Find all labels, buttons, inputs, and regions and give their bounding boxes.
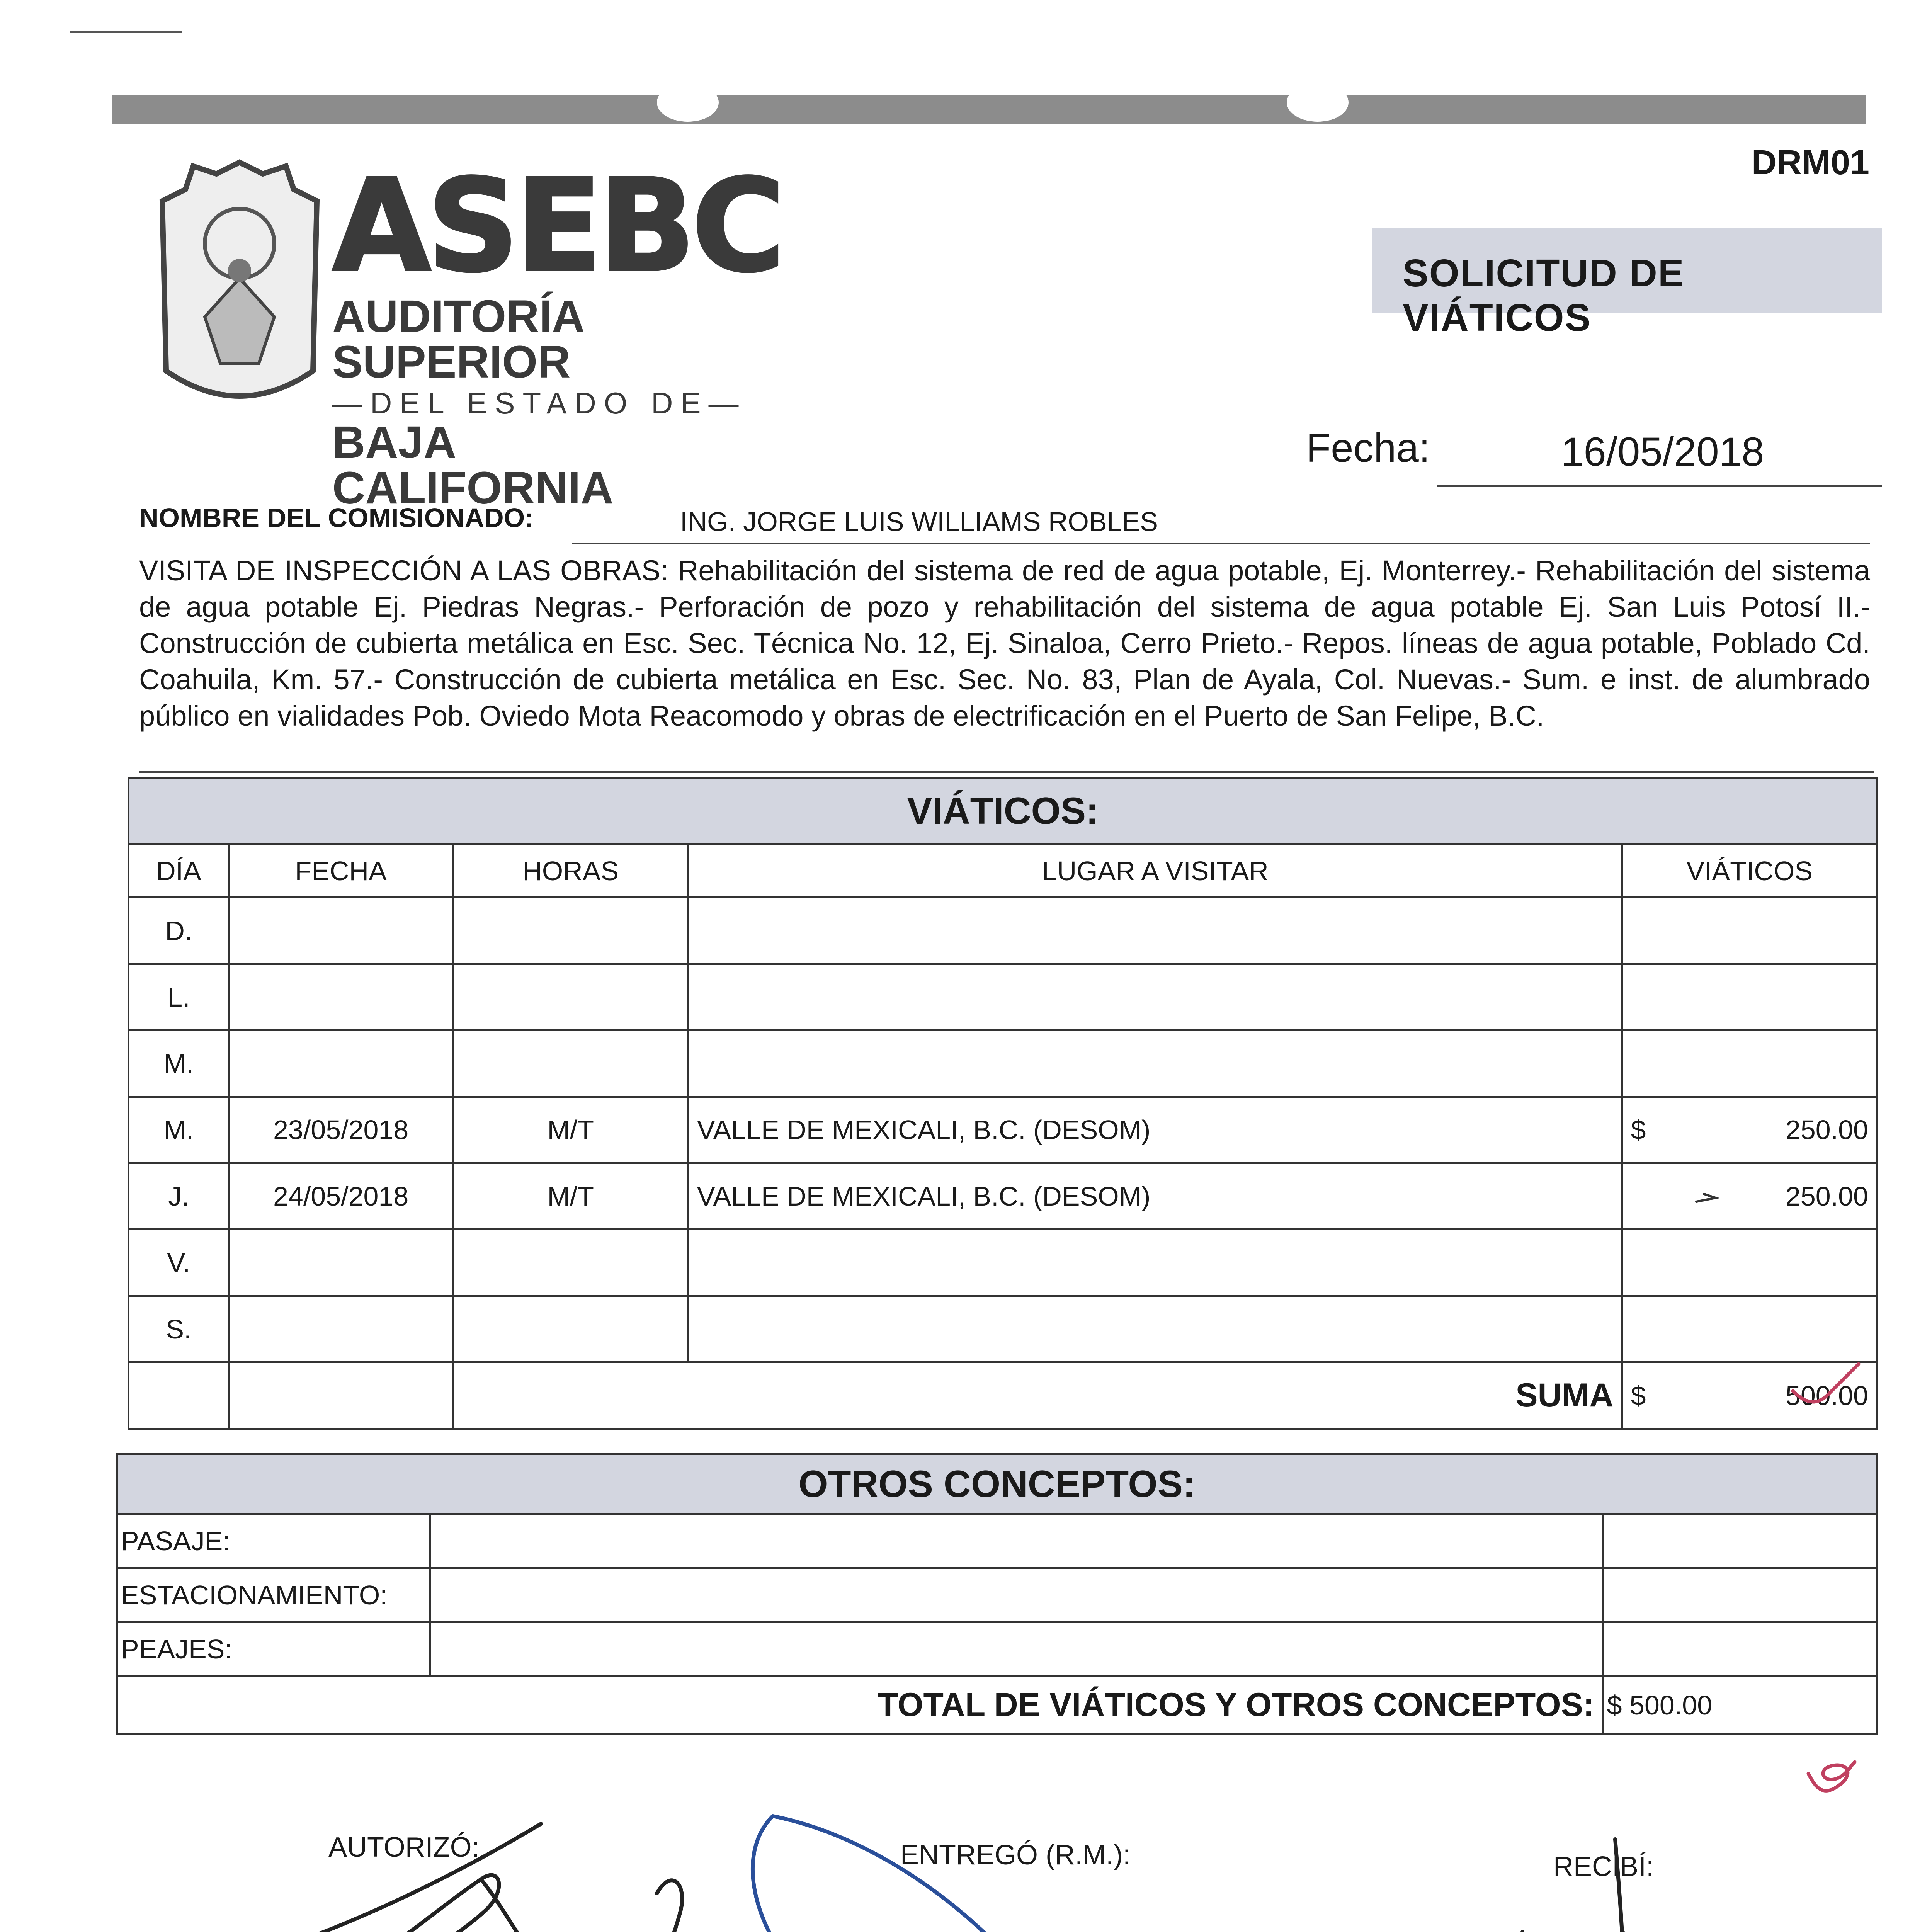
total-value: $ 500.00: [1603, 1676, 1877, 1734]
row-lugar: [688, 1296, 1622, 1362]
row-horas: [453, 1296, 688, 1362]
row-viaticos: [1622, 1230, 1877, 1296]
row-amount: 250.00: [1785, 1181, 1868, 1212]
row-lugar: [688, 1230, 1622, 1296]
punch-hole-right: [1287, 83, 1349, 122]
col-lugar: LUGAR A VISITAR: [688, 844, 1622, 898]
total-row: [117, 1676, 1877, 1734]
row-viaticos: [1622, 898, 1877, 964]
visita-underline: [139, 771, 1874, 773]
peajes-amount: [1603, 1622, 1877, 1676]
suma-currency: $: [1631, 1380, 1646, 1411]
row-currency: $: [1631, 1115, 1646, 1145]
viaticos-table: [128, 777, 1878, 1430]
row-lugar: [688, 1031, 1622, 1097]
row-dia: L.: [129, 964, 229, 1031]
fecha-label: Fecha:: [1306, 425, 1430, 471]
pasaje-field: [430, 1514, 1603, 1568]
fecha-value: 16/05/2018: [1561, 429, 1764, 474]
row-fecha: [229, 1230, 453, 1296]
table-row: [129, 1031, 1877, 1097]
row-dia: D.: [129, 898, 229, 964]
row-dia: M.: [129, 1097, 229, 1163]
form-code: DRM01: [1751, 143, 1869, 182]
row-viaticos: [1622, 964, 1877, 1031]
table-row: [117, 1568, 1877, 1622]
org-acronym: ASEBC: [332, 152, 782, 300]
col-fecha: FECHA: [229, 844, 453, 898]
org-line3: BAJA CALIFORNIA: [332, 417, 614, 514]
suma-value: 500.00: [1785, 1380, 1868, 1411]
col-horas: HORAS: [453, 844, 688, 898]
otros-conceptos-table: [116, 1453, 1878, 1735]
row-dia: M.: [129, 1031, 229, 1097]
row-lugar: VALLE DE MEXICALI, B.C. (DESOM): [688, 1097, 1622, 1163]
table-row: [129, 964, 1877, 1031]
comisionado-underline: [572, 543, 1870, 544]
otros-heading: OTROS CONCEPTOS:: [117, 1454, 1877, 1514]
row-fecha: [229, 1296, 453, 1362]
peajes-field: [430, 1622, 1603, 1676]
row-horas: M/T: [453, 1097, 688, 1163]
row-lugar: VALLE DE MEXICALI, B.C. (DESOM): [688, 1163, 1622, 1230]
org-line2: —DEL ESTADO DE—: [332, 386, 747, 420]
entrego-label: ENTREGÓ (R.M.):: [900, 1840, 1131, 1871]
entrego-signature: [753, 1816, 1229, 1932]
table-row: [129, 1163, 1877, 1230]
row-viaticos: [1622, 1296, 1877, 1362]
col-dia: DÍA: [129, 844, 229, 898]
row-fecha: [229, 1031, 453, 1097]
comisionado-value: ING. JORGE LUIS WILLIAMS ROBLES: [680, 507, 1158, 537]
scan-mark: [70, 31, 182, 33]
row-dia: V.: [129, 1230, 229, 1296]
total-label: TOTAL DE VIÁTICOS Y OTROS CONCEPTOS:: [117, 1676, 1603, 1734]
row-fecha: 23/05/2018: [229, 1097, 453, 1163]
table-row: [129, 1097, 1877, 1163]
peajes-label: PEAJES:: [117, 1622, 430, 1676]
row-lugar: [688, 898, 1622, 964]
table-row: [129, 1296, 1877, 1362]
recibi-label: RECIBÍ:: [1553, 1851, 1654, 1882]
table-row: [117, 1622, 1877, 1676]
form-title-box: [1372, 228, 1882, 339]
row-horas: [453, 964, 688, 1031]
row-amount: 250.00: [1785, 1115, 1868, 1145]
punch-hole-left: [657, 83, 719, 122]
row-dia: S.: [129, 1296, 229, 1362]
row-viaticos: [1622, 1163, 1877, 1230]
visita-description: VISITA DE INSPECCIÓN A LAS OBRAS: Rehabilitación del sistema de red de agua potable, Ej. Monterrey.- Rehabilitación del sistema de agua potable Ej. Piedras Negras.- Perforación de pozo y rehabilitación del sistema de agua potable Ej. San Luis Potosí II.- Construcción de cubierta metálica en Esc. Sec. Técnica No. 12, Ej. Sinaloa, Cerro Prieto.- Repos. líneas de agua potable, Poblado Cd. Coahuila, Km. 57.- Construcción de cubierta metálica en Esc. Sec. No. 83, Plan de Ayala, Col. Nuevas.- Sum. e inst. de alumbrado público en vialidades Pob. Oviedo Mota Reacomodo y obras de electrificación en el Puerto de San Felipe, B.C.: [139, 554, 1870, 732]
fecha-underline: [1437, 485, 1882, 487]
row-viaticos: [1622, 1031, 1877, 1097]
form-title: SOLICITUD DE VIÁTICOS: [1403, 252, 1685, 339]
suma-empty-fecha: [229, 1362, 453, 1429]
viaticos-column-headers: [129, 844, 1877, 898]
row-dia: J.: [129, 1163, 229, 1230]
estacionamiento-label: ESTACIONAMIENTO:: [117, 1568, 430, 1622]
pasaje-amount: [1603, 1514, 1877, 1568]
suma-label: SUMA: [453, 1362, 1622, 1429]
row-horas: [453, 1031, 688, 1097]
org-logo-text: [332, 152, 782, 514]
suma-empty-dia: [129, 1362, 229, 1429]
row-horas: M/T: [453, 1163, 688, 1230]
row-fecha: [229, 964, 453, 1031]
col-viaticos: VIÁTICOS: [1622, 844, 1877, 898]
table-row: [129, 1230, 1877, 1296]
comisionado-label: NOMBRE DEL COMISIONADO:: [139, 503, 534, 533]
row-horas: [453, 898, 688, 964]
suma-row: [129, 1362, 1877, 1429]
row-fecha: [229, 898, 453, 964]
org-line1: AUDITORÍA SUPERIOR: [332, 291, 583, 388]
table-row: [117, 1514, 1877, 1568]
estacionamiento-amount: [1603, 1568, 1877, 1622]
row-fecha: 24/05/2018: [229, 1163, 453, 1230]
table-row: [129, 898, 1877, 964]
viaticos-heading: VIÁTICOS:: [129, 778, 1877, 844]
pasaje-label: PASAJE:: [117, 1514, 430, 1568]
row-viaticos: [1622, 1097, 1877, 1163]
row-lugar: [688, 964, 1622, 1031]
header-bar: [112, 95, 1866, 124]
estacionamiento-field: [430, 1568, 1603, 1622]
autorizo-label: AUTORIZÓ:: [328, 1832, 480, 1863]
state-seal-logo: [147, 155, 332, 417]
suma-value-cell: [1622, 1362, 1877, 1429]
row-horas: [453, 1230, 688, 1296]
total-check-mark: [1808, 1762, 1855, 1791]
